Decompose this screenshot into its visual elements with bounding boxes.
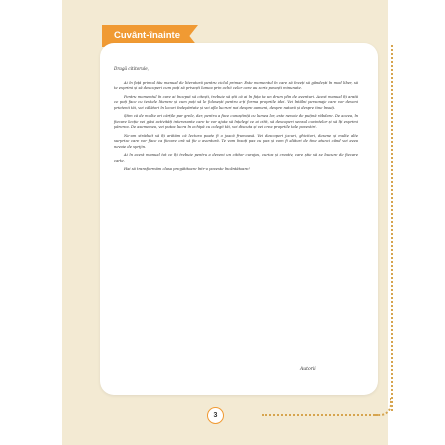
letter-paragraph-4: Ne-am străduit să îți arătăm că lectura poate fi o joacă frumoasă. Vei descoperi jocuri, ghicitori, desene și multe alte surprize care vor face ca fiecare oră să fie o aventură. Te vom însoți pas cu pas și vom fi alături de tine atunci când vei avea nevoie de sprijin. [114, 133, 358, 149]
dotted-frame-bottom [262, 414, 378, 416]
letter-paragraph-5: Ai în acest manual tot ce îți trebuie pentru a deveni un cititor curajos, curios și creativ, care știe să se bucure de fiecare carte. [114, 153, 358, 163]
letter-signature: Autorii [300, 367, 316, 372]
letter-paragraph-1: Ai în față primul tău manual de literatură pentru ciclul primar. Este momentul în care să înveți să gândești în mod liber, să te exprimi și să descoperi cum poți să privești lumea prin ochii celor care au scris povești minunate. [114, 80, 358, 91]
letter-paragraph-2: Pentru momentul în care ai început să citești, trebuie să știi că ai în fața ta un drum plin de aventuri. Acest manual îți arată ce poți face cu textele literare și cum poți să le folosești pentru a-ți forma propriile idei. Vei întâlni personaje care vor deveni prietenii tăi, vei călători în locuri îndepărtate și vei afla lucruri noi despre oameni, despre natură și despre tine însuți. [114, 94, 358, 110]
letter-paragraph-6: Hai să transformăm clasa pregătitoare într-o poveste încântătoare! [124, 167, 250, 172]
letter-paragraph-3: Știm că de multe ori cărțile par grele, dar, pentru a face cunoștință cu lumea lor, este nevoie de puțină răbdare. De aceea, în fiecare lecție vei găsi activități interesante care te vor ajuta să înțelegi ce ai citit, să descoperi sensul cuvintelor și să îți exprimi părerea. De asemenea, vei putea lucra în echipă cu colegii tăi, vei discuta și vei crea propriile tale povestiri. [114, 114, 358, 130]
section-title: Cuvânt-înainte [114, 30, 180, 41]
letter-body [114, 66, 358, 176]
dotted-frame-right [391, 45, 393, 411]
letter-salutation: Dragă cititorule, [114, 66, 150, 71]
page-number-badge: 3 [207, 407, 224, 424]
